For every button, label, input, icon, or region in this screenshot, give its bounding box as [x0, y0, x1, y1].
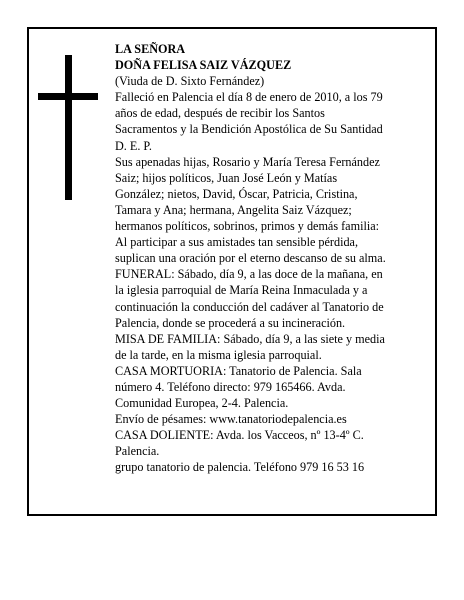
cross-icon — [38, 55, 98, 200]
family-mass-line: MISA DE FAMILIA: Sábado, día 9, a las siete y media — [115, 331, 385, 346]
family-text-line: Al participar a sus amistades tan sensible pérdida, — [115, 235, 359, 250]
funeral-text-line: continuación la conducción del cadáver al Tanatorio de — [115, 299, 384, 314]
mourning-house-line: Palencia. — [115, 444, 160, 459]
funeral-home-line: grupo tanatorio de palencia. Teléfono 979 16 53 16 — [115, 460, 365, 475]
family-text-line: Sus apenadas hijas, Rosario y María Teresa Fernández — [115, 154, 380, 169]
mortuary-line: CASA MORTUORIA: Tanatorio de Palencia. Sala — [115, 363, 362, 378]
funeral-text-line: FUNERAL: Sábado, día 9, a las doce de la mañana, en — [115, 267, 383, 282]
notice-text — [115, 41, 427, 476]
mourning-house-line: CASA DOLIENTE: Avda. los Vacceos, nº 13-4º C. — [115, 428, 364, 443]
cross-vertical-bar — [65, 55, 72, 200]
cross-horizontal-bar — [38, 93, 98, 100]
deceased-name: DOÑA FELISA SAIZ VÁZQUEZ — [115, 58, 292, 73]
mortuary-line: Comunidad Europea, 2-4. Palencia. — [115, 396, 289, 411]
family-text-line: hermanos políticos, sobrinos, primos y demás familia: — [115, 219, 380, 234]
family-text-line: suplican una oración por el eterno descanso de su alma. — [115, 251, 386, 266]
funeral-text-line: Palencia, donde se procederá a su incineración. — [115, 315, 346, 330]
family-text-line: González; nietos, David, Óscar, Patricia, Cristina, — [115, 186, 358, 201]
death-text-line: Sacramentos y la Bendición Apostólica de Su Santidad — [115, 122, 383, 137]
funeral-text-line: la iglesia parroquial de María Reina Inmaculada y a — [115, 283, 368, 298]
death-text-line: Falleció en Palencia el día 8 de enero de 2010, a los 79 — [115, 90, 383, 105]
family-text-line: Tamara y Ana; hermana, Angelita Saiz Vázquez; — [115, 202, 352, 217]
family-text-line: Saiz; hijos políticos, Juan José León y Matías — [115, 170, 338, 185]
widow-line: (Viuda de D. Sixto Fernández) — [115, 74, 265, 89]
header-title: LA SEÑORA — [115, 42, 186, 56]
mortuary-line: número 4. Teléfono directo: 979 165466. Avda. — [115, 379, 346, 394]
condolences-line: Envío de pésames: www.tanatoriodepalencia.es — [115, 412, 347, 427]
rip-line: D. E. P. — [115, 138, 152, 153]
family-mass-line: de la tarde, en la misma iglesia parroquial. — [115, 347, 322, 362]
obituary-notice — [27, 27, 437, 516]
death-text-line: años de edad, después de recibir los Santos — [115, 106, 325, 121]
